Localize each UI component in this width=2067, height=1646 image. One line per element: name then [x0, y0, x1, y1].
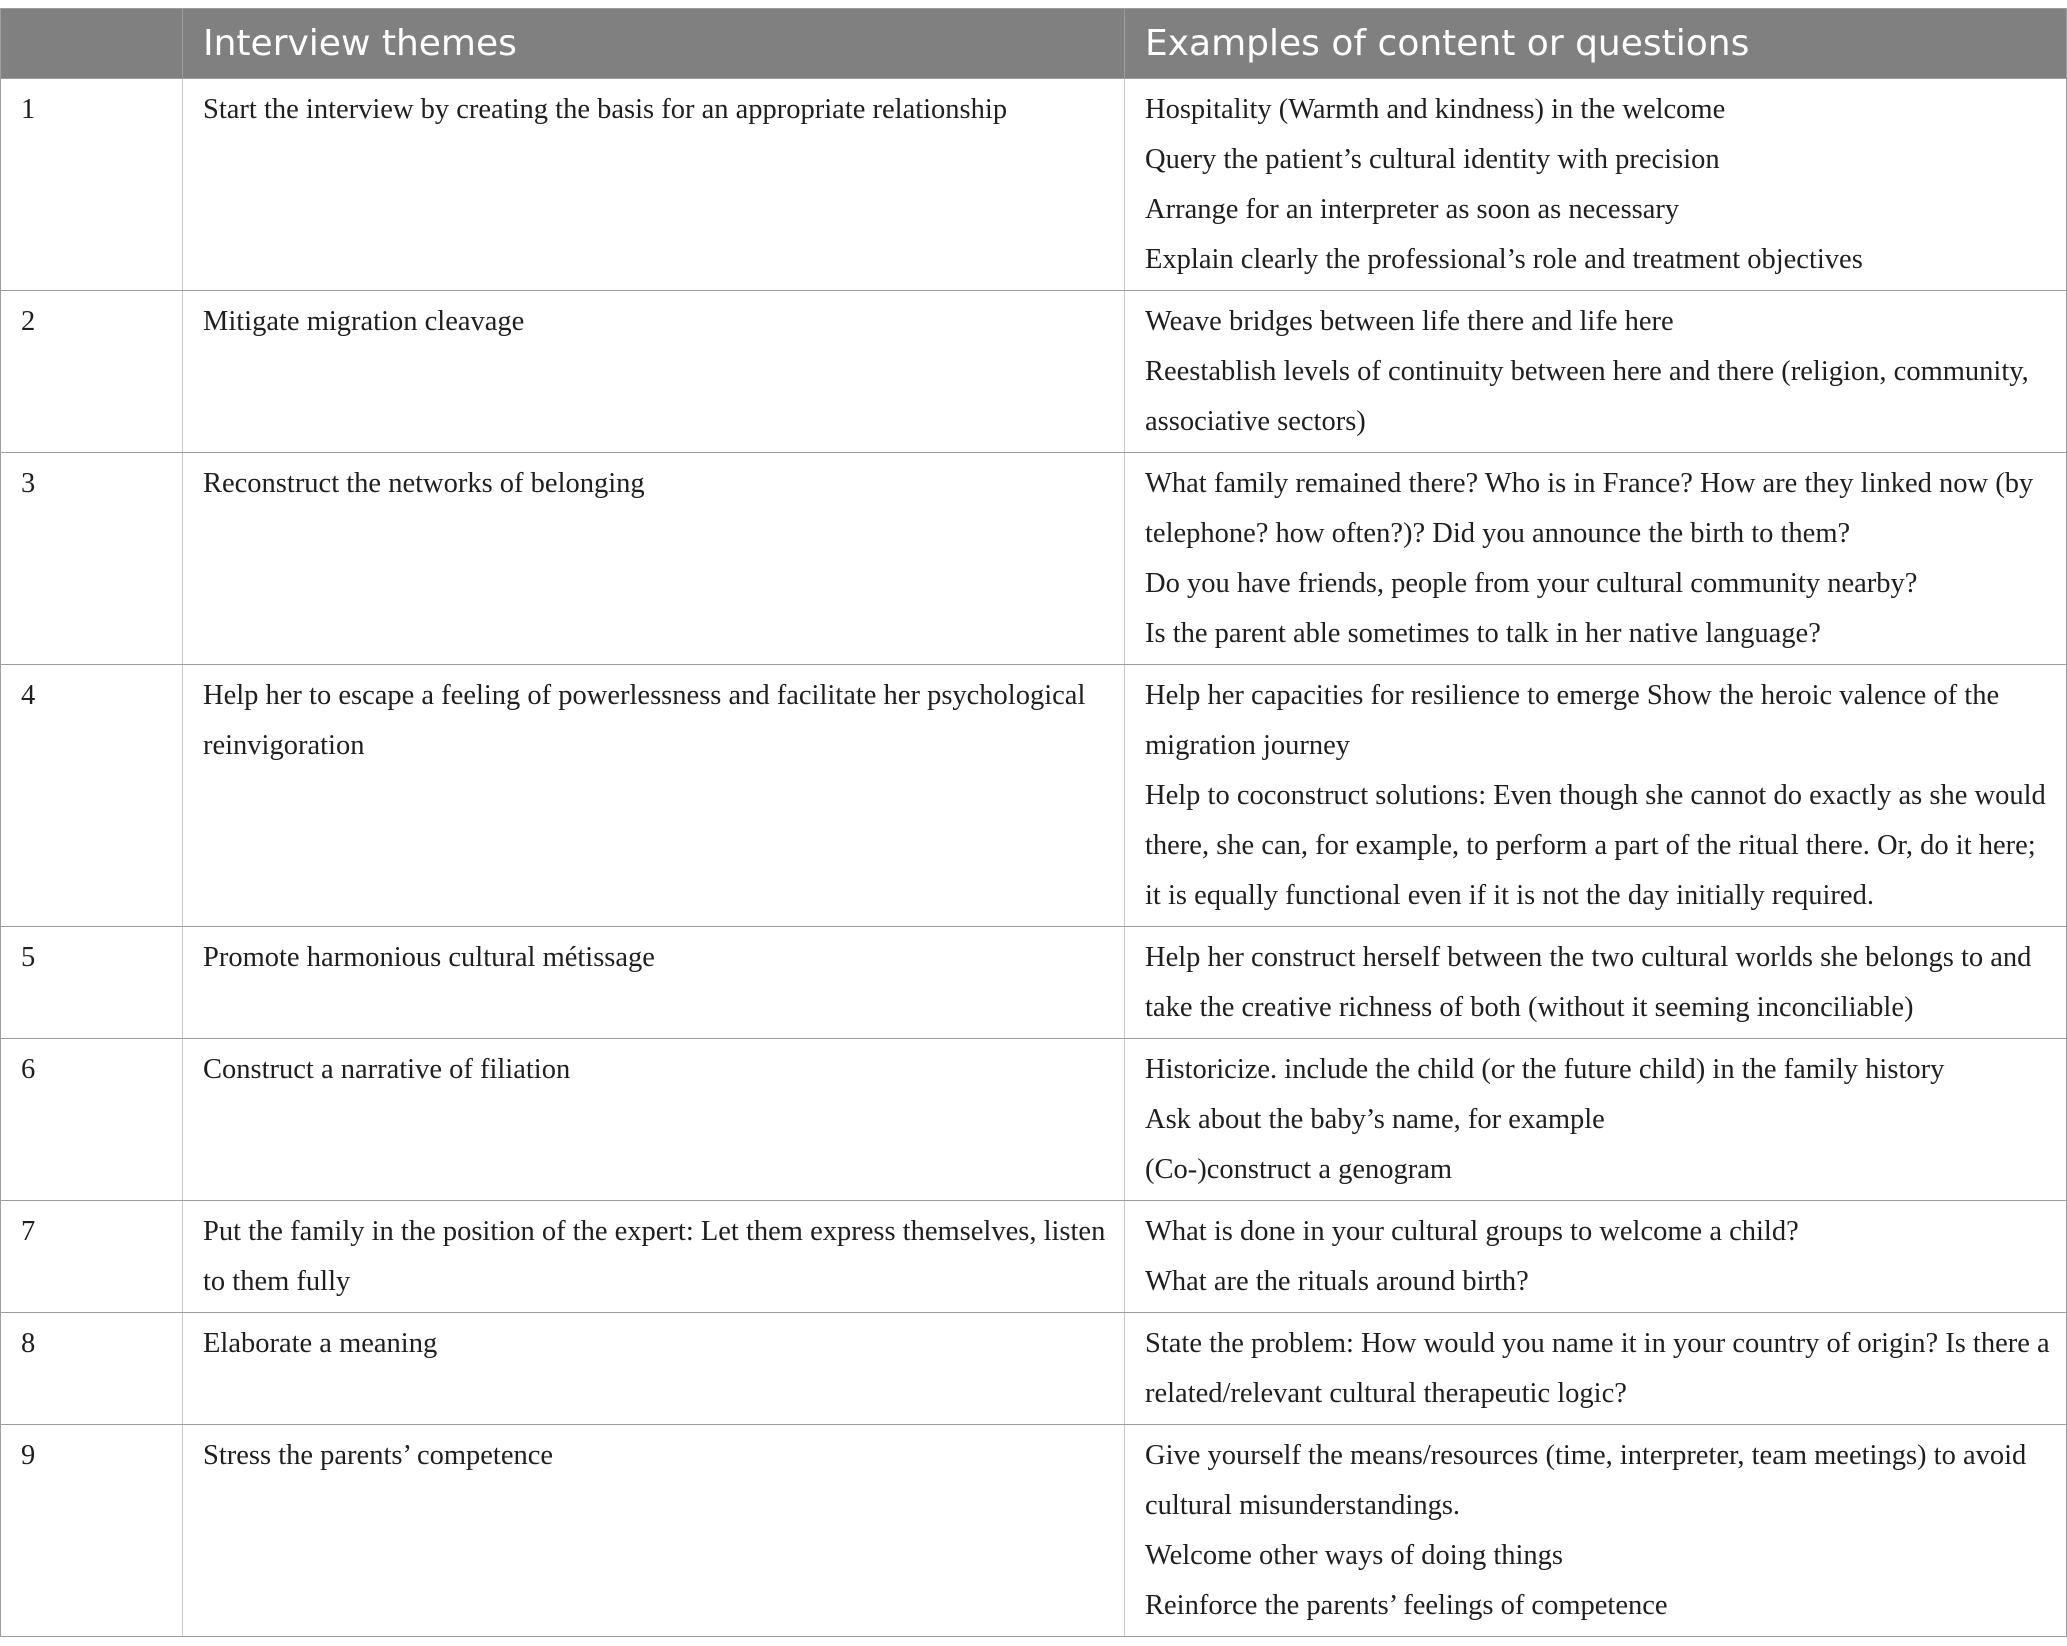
example-line: Give yourself the means/resources (time, interpreter, team meetings) to avoid cultural misunderstandings.: [1145, 1440, 2027, 1521]
example-line: What is done in your cultural groups to welcome a child?: [1145, 1216, 1799, 1247]
example-line: Explain clearly the professional’s role and treatment objectives: [1145, 244, 1863, 275]
example-line: (Co-)construct a genogram: [1145, 1154, 1453, 1185]
example-line: State the problem: How would you name it in your country of origin? Is there a related/relevant cultural therapeutic logic?: [1145, 1328, 2050, 1409]
example-line: Welcome other ways of doing things: [1145, 1540, 1563, 1571]
example-line: What are the rituals around birth?: [1145, 1266, 1529, 1297]
example-line: Ask about the baby’s name, for example: [1145, 1104, 1605, 1135]
theme-cell: Construct a narrative of filiation: [183, 1039, 1125, 1201]
theme-cell: Put the family in the position of the expert: Let them express themselves, listen to them fully: [183, 1201, 1125, 1313]
examples-cell: [1125, 1425, 2067, 1637]
examples-cell: [1125, 1201, 2067, 1313]
example-line: Historicize. include the child (or the future child) in the family history: [1145, 1054, 1945, 1085]
interview-themes-table: [0, 8, 2067, 1637]
example-line: Weave bridges between life there and life here: [1145, 306, 1674, 337]
table-row: [1, 1201, 2067, 1313]
theme-cell: Promote harmonious cultural métissage: [183, 927, 1125, 1039]
example-line: What family remained there? Who is in France? How are they linked now (by telephone? how often?)? Did you announce the birth to them?: [1145, 468, 2034, 549]
row-number: 8: [1, 1313, 183, 1425]
row-number: 4: [1, 665, 183, 927]
examples-cell: [1125, 291, 2067, 453]
table-row: [1, 1425, 2067, 1637]
example-line: Reinforce the parents’ feelings of competence: [1145, 1590, 1668, 1621]
example-line: Is the parent able sometimes to talk in her native language?: [1145, 618, 1821, 649]
table-row: [1, 665, 2067, 927]
example-line: Arrange for an interpreter as soon as necessary: [1145, 194, 1680, 225]
examples-cell: [1125, 927, 2067, 1039]
example-line: Reestablish levels of continuity between here and there (religion, community, associative sectors): [1145, 356, 2029, 437]
theme-cell: Start the interview by creating the basis for an appropriate relationship: [183, 79, 1125, 291]
examples-cell: [1125, 1039, 2067, 1201]
example-line: Help her capacities for resilience to emerge Show the heroic valence of the migration journey: [1145, 680, 2000, 761]
example-line: Do you have friends, people from your cultural community nearby?: [1145, 568, 1918, 599]
example-line: Help her construct herself between the two cultural worlds she belongs to and take the creative richness of both (without it seeming inconciliable): [1145, 942, 2032, 1023]
example-line: Help to coconstruct solutions: Even though she cannot do exactly as she would there, she can, for example, to perform a part of the ritual there. Or, do it here; it is equally functional even if it is not the day initially required.: [1145, 780, 2046, 911]
examples-cell: [1125, 1313, 2067, 1425]
example-line: Query the patient’s cultural identity with precision: [1145, 144, 1720, 175]
row-number: 9: [1, 1425, 183, 1637]
table-row: [1, 1313, 2067, 1425]
header-interview-themes: Interview themes: [183, 9, 1125, 79]
examples-cell: [1125, 665, 2067, 927]
row-number: 7: [1, 1201, 183, 1313]
example-line: Hospitality (Warmth and kindness) in the welcome: [1145, 94, 1726, 125]
table-body: [1, 79, 2067, 1637]
examples-cell: [1125, 453, 2067, 665]
theme-cell: Reconstruct the networks of belonging: [183, 453, 1125, 665]
header-examples: Examples of content or questions: [1125, 9, 2067, 79]
table-row: [1, 453, 2067, 665]
row-number: 6: [1, 1039, 183, 1201]
table-row: [1, 291, 2067, 453]
table-row: [1, 79, 2067, 291]
row-number: 2: [1, 291, 183, 453]
header-number: [1, 9, 183, 79]
table-row: [1, 1039, 2067, 1201]
table-row: [1, 927, 2067, 1039]
row-number: 5: [1, 927, 183, 1039]
row-number: 1: [1, 79, 183, 291]
examples-cell: [1125, 79, 2067, 291]
theme-cell: Elaborate a meaning: [183, 1313, 1125, 1425]
table-header-row: [1, 9, 2067, 79]
theme-cell: Stress the parents’ competence: [183, 1425, 1125, 1637]
theme-cell: Mitigate migration cleavage: [183, 291, 1125, 453]
theme-cell: Help her to escape a feeling of powerlessness and facilitate her psychological reinvigoration: [183, 665, 1125, 927]
row-number: 3: [1, 453, 183, 665]
